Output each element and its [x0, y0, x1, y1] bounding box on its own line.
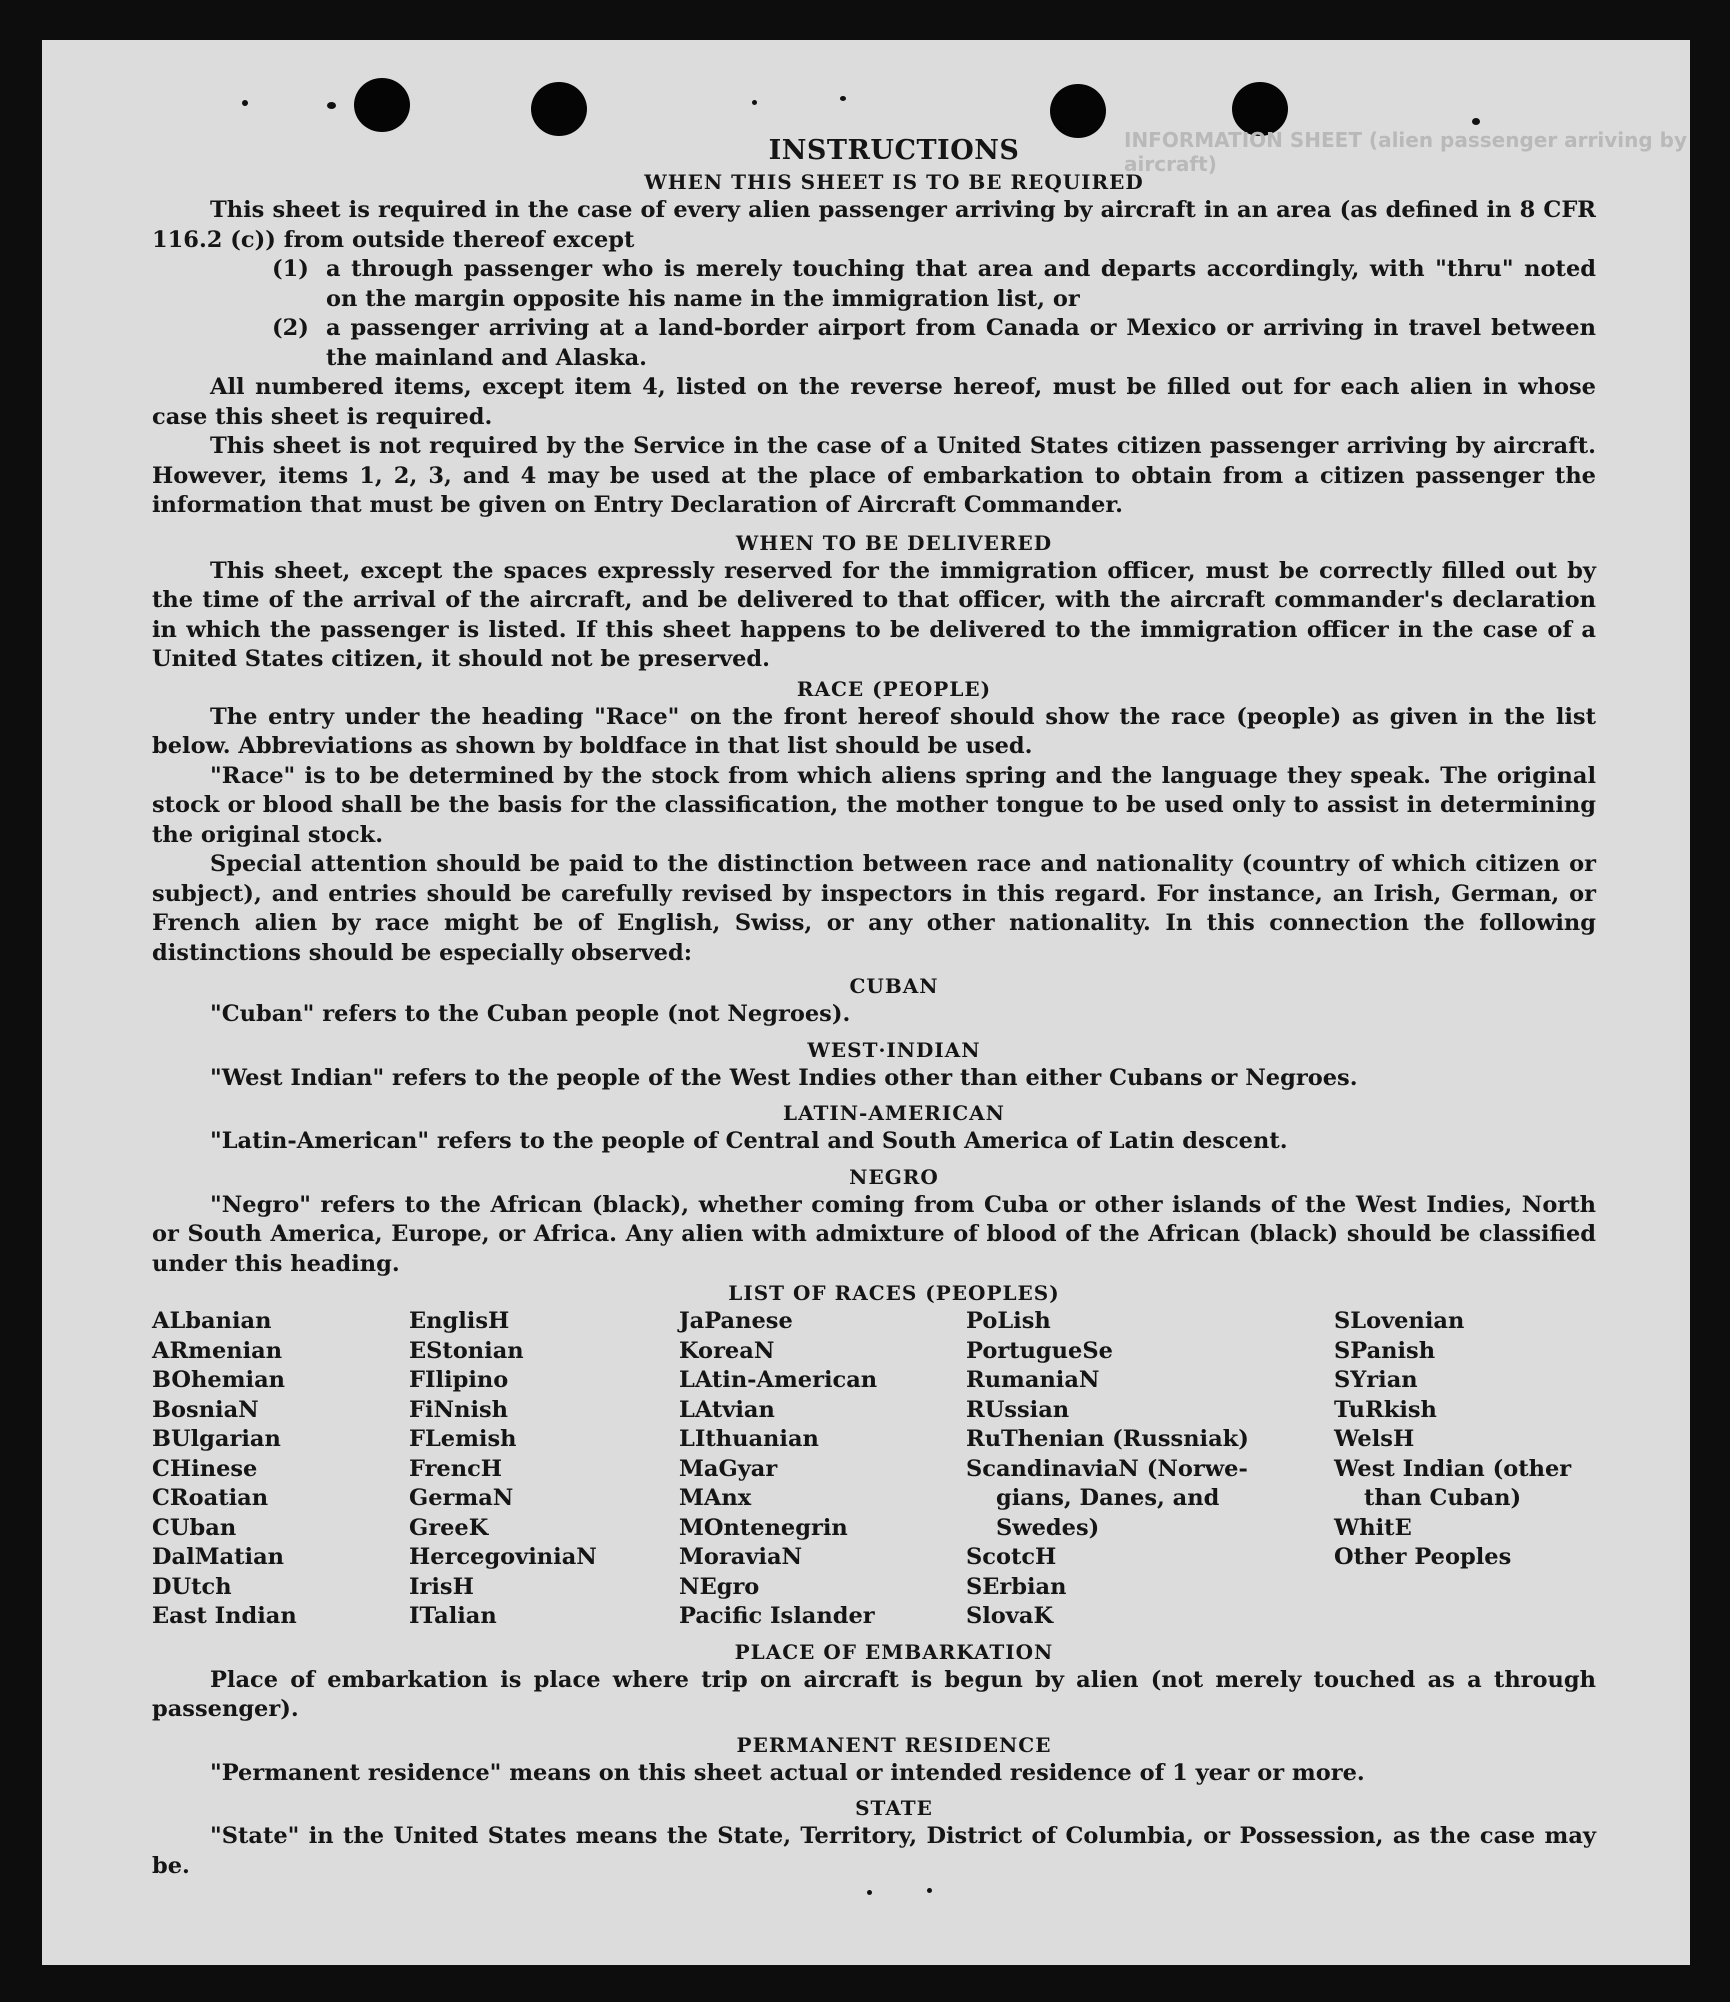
paragraph: "State" in the United States means the State, Territory, District of Columbia, or Possession, as the case may be. [152, 1823, 1596, 1879]
race-entry: ScotcH [966, 1544, 1057, 1570]
speck [1472, 118, 1480, 125]
section-heading-state: STATE [855, 1796, 933, 1820]
race-entry: East Indian [152, 1603, 297, 1629]
list-item [152, 314, 1596, 373]
race-entry: DalMatian [152, 1544, 285, 1570]
race-entry: CHinese [152, 1455, 258, 1482]
race-entry: FLemish [409, 1426, 517, 1452]
paragraph: "West Indian" refers to the people of the West Indies other than either Cubans or Negroes. [210, 1064, 1358, 1091]
race-entry: SPanish [1334, 1337, 1436, 1364]
bleed-through-text: INFORMATION SHEET (alien passenger arriving by aircraft) [1124, 128, 1688, 176]
race-entry: than Cuban) [1364, 1485, 1522, 1511]
paragraph: This sheet is required in the case of every alien passenger arriving by aircraft in an area (as defined in 8 CFR 116.2 (c)) from outside thereof except [152, 197, 1596, 253]
race-entry: DUtch [152, 1573, 232, 1600]
speck [927, 1888, 932, 1893]
section-heading-required: WHEN THIS SHEET IS TO BE REQUIRED [644, 170, 1144, 194]
race-column [679, 1307, 966, 1632]
race-entry: CRoatian [152, 1485, 269, 1511]
race-entry: Swedes) [996, 1514, 1100, 1541]
speck [867, 1890, 872, 1895]
race-entry: MAnx [679, 1485, 752, 1511]
race-entry: LAtvian [679, 1396, 775, 1423]
race-entry: RUssian [966, 1396, 1070, 1423]
section-heading-negro: NEGRO [849, 1164, 939, 1189]
race-entry: HercegoviniaN [409, 1544, 597, 1570]
race-entry: MoraviaN [679, 1544, 803, 1570]
race-entry: EnglisH [409, 1308, 510, 1334]
race-list [152, 1307, 1596, 1632]
document-sheet [42, 40, 1690, 1965]
race-entry: FrencH [409, 1455, 503, 1482]
race-entry: TuRkish [1334, 1396, 1437, 1423]
item-number: (1) [272, 256, 309, 282]
paragraph: Special attention should be paid to the distinction between race and nationality (country of which citizen or subject), and entries should be carefully revised by inspectors in this regard. For instance, an Irish, German, or French alien by race might be of English, Swiss, or any other nationality. In this connection the following distinctions should be especially observed: [152, 851, 1596, 966]
race-entry: IrisH [409, 1573, 474, 1600]
race-entry: ScandinaviaN (Norwe- [966, 1455, 1248, 1482]
race-entry: LIthuanian [679, 1426, 819, 1452]
punch-hole [354, 78, 410, 132]
instructions-content [152, 134, 1596, 1881]
speck [242, 100, 248, 106]
punch-hole [531, 82, 587, 136]
race-entry: SErbian [966, 1573, 1067, 1600]
race-entry: FIlipino [409, 1367, 509, 1393]
race-entry: gians, Danes, and [996, 1485, 1220, 1511]
section-heading-embarkation: PLACE OF EMBARKATION [734, 1639, 1054, 1664]
race-entry: SlovaK [966, 1603, 1054, 1629]
paragraph: "Negro" refers to the African (black), whether coming from Cuba or other islands of the West Indies, North or South America, Europe, or Africa. Any alien with admixture of blood of the African (black) should be classified under this heading. [152, 1191, 1596, 1277]
paragraph: "Permanent residence" means on this sheet actual or intended residence of 1 year or more. [210, 1759, 1365, 1786]
paragraph: This sheet is not required by the Service in the case of a United States citizen passenger arriving by aircraft. However, items 1, 2, 3, and 4 may be used at the place of embarkation to obtain from a citizen passenger the information that must be given on Entry Declaration of Aircraft Commander. [152, 433, 1596, 518]
race-entry: RuThenian (Russniak) [966, 1426, 1249, 1452]
race-entry: EStonian [409, 1337, 524, 1364]
race-entry: CUban [152, 1514, 237, 1541]
race-entry: WhitE [1334, 1514, 1412, 1541]
race-entry: BosniaN [152, 1396, 259, 1423]
section-heading-west-indian: WEST·INDIAN [807, 1037, 981, 1062]
paragraph: "Latin-American" refers to the people of Central and South America of Latin descent. [210, 1128, 1288, 1154]
race-column [409, 1307, 679, 1632]
race-entry: ARmenian [152, 1337, 283, 1364]
item-number: (2) [272, 315, 309, 341]
race-entry: ITalian [409, 1603, 497, 1629]
section-heading-residence: PERMANENT RESIDENCE [736, 1732, 1052, 1757]
race-entry: JaPanese [679, 1308, 793, 1334]
race-entry: BUlgarian [152, 1426, 281, 1452]
race-entry: Other Peoples [1334, 1544, 1512, 1570]
paragraph: "Cuban" refers to the Cuban people (not Negroes). [210, 1001, 851, 1027]
race-entry: GermaN [409, 1485, 514, 1511]
race-entry: SYrian [1334, 1367, 1418, 1393]
race-entry: LAtin-American [679, 1367, 878, 1393]
section-heading-list: LIST OF RACES (PEOPLES) [728, 1281, 1060, 1305]
race-entry: PoLish [966, 1308, 1051, 1334]
race-entry: RumaniaN [966, 1367, 1100, 1393]
speck [752, 100, 757, 105]
paragraph: This sheet, except the spaces expressly reserved for the immigration officer, must be correctly filled out by the time of the arrival of the aircraft, and be delivered to that officer, with the aircraft commander's declaration in which the passenger is listed. If this sheet happens to be delivered to the immigration officer in the case of a United States citizen, it should not be preserved. [152, 557, 1596, 672]
race-entry: PortugueSe [966, 1337, 1113, 1364]
section-heading-delivered: WHEN TO BE DELIVERED [735, 530, 1053, 555]
race-entry: West Indian (other [1334, 1455, 1572, 1482]
race-entry: MOntenegrin [679, 1514, 848, 1541]
paragraph: Place of embarkation is place where trip on aircraft is begun by alien (not merely touched as a through passenger). [152, 1666, 1596, 1722]
section-heading-cuban: CUBAN [849, 974, 939, 998]
section-heading-latin-american: LATIN-AMERICAN [783, 1101, 1005, 1125]
item-text: a through passenger who is merely touching that area and departs accordingly, with "thru" noted on the margin opposite his name in the immigration list, or [326, 256, 1596, 312]
section-heading-race: RACE (PEOPLE) [796, 676, 992, 701]
race-entry: MaGyar [679, 1455, 778, 1482]
paragraph: "Race" is to be determined by the stock from which aliens spring and the language they speak. The original stock or blood shall be the basis for the classification, the mother tongue to be used only to assist in determining the original stock. [152, 762, 1596, 848]
item-text: a passenger arriving at a land-border airport from Canada or Mexico or arriving in travel between the mainland and Alaska. [326, 315, 1596, 371]
race-column [1334, 1307, 1596, 1632]
race-entry: WelsH [1334, 1426, 1415, 1452]
paragraph: The entry under the heading "Race" on the front hereof should show the race (people) as given in the list below. Abbreviations as shown by boldface in that list should be used. [152, 703, 1596, 759]
speck [840, 96, 846, 101]
race-column [966, 1307, 1334, 1632]
race-entry: SLovenian [1334, 1308, 1465, 1334]
punch-hole [1050, 84, 1106, 138]
race-entry: GreeK [409, 1514, 489, 1541]
race-entry: ALbanian [152, 1308, 272, 1334]
race-entry: FiNnish [409, 1396, 509, 1423]
race-column [152, 1307, 409, 1632]
race-entry: Pacific Islander [679, 1603, 875, 1629]
race-entry: NEgro [679, 1573, 760, 1600]
paragraph: All numbered items, except item 4, listed on the reverse hereof, must be filled out for each alien in whose case this sheet is required. [152, 374, 1596, 430]
speck [327, 102, 336, 109]
page-title: INSTRUCTIONS [768, 135, 1020, 166]
list-item [152, 255, 1596, 314]
race-entry: KoreaN [679, 1337, 775, 1364]
race-entry: BOhemian [152, 1367, 286, 1393]
